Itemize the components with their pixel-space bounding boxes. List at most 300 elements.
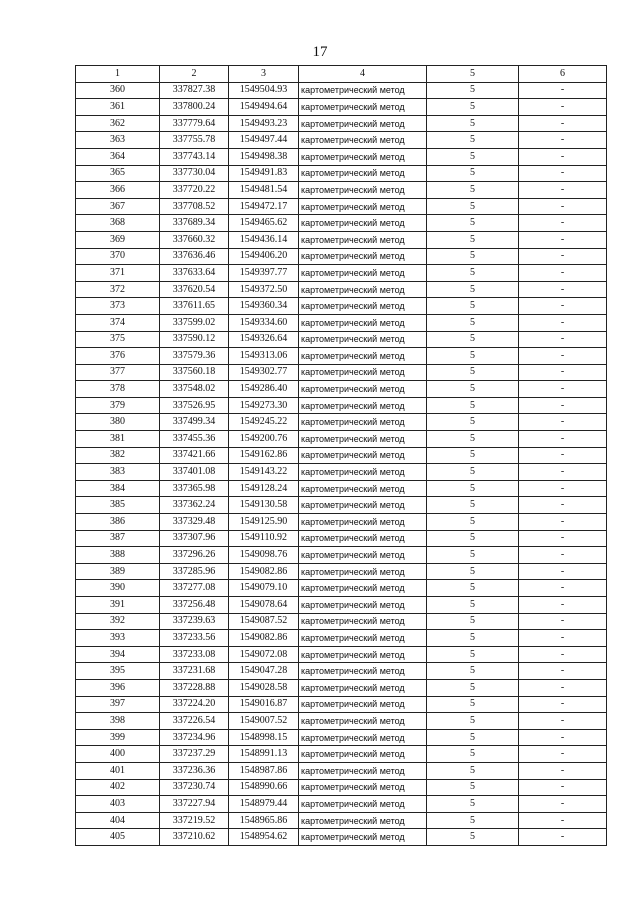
table-row bbox=[76, 447, 607, 464]
point-number-cell: 361 bbox=[76, 99, 160, 116]
y-coordinate-cell: 1548990.66 bbox=[229, 779, 299, 796]
accuracy-cell: 5 bbox=[427, 729, 519, 746]
y-coordinate-cell: 1549273.30 bbox=[229, 397, 299, 414]
y-coordinate-cell: 1549130.58 bbox=[229, 497, 299, 514]
column-header: 5 bbox=[427, 66, 519, 83]
y-coordinate-cell: 1548998.15 bbox=[229, 729, 299, 746]
method-cell: картометрический метод bbox=[299, 696, 427, 713]
point-number-cell: 385 bbox=[76, 497, 160, 514]
method-cell: картометрический метод bbox=[299, 182, 427, 199]
accuracy-cell: 5 bbox=[427, 348, 519, 365]
note-cell: - bbox=[519, 696, 607, 713]
table-row bbox=[76, 563, 607, 580]
table-row bbox=[76, 514, 607, 531]
point-number-cell: 398 bbox=[76, 713, 160, 730]
x-coordinate-cell: 337239.63 bbox=[160, 613, 229, 630]
accuracy-cell: 5 bbox=[427, 829, 519, 846]
note-cell: - bbox=[519, 148, 607, 165]
point-number-cell: 362 bbox=[76, 115, 160, 132]
x-coordinate-cell: 337548.02 bbox=[160, 381, 229, 398]
accuracy-cell: 5 bbox=[427, 613, 519, 630]
point-number-cell: 380 bbox=[76, 414, 160, 431]
table-row bbox=[76, 115, 607, 132]
x-coordinate-cell: 337365.98 bbox=[160, 480, 229, 497]
point-number-cell: 368 bbox=[76, 215, 160, 232]
accuracy-cell: 5 bbox=[427, 298, 519, 315]
accuracy-cell: 5 bbox=[427, 132, 519, 149]
point-number-cell: 360 bbox=[76, 82, 160, 99]
note-cell: - bbox=[519, 630, 607, 647]
accuracy-cell: 5 bbox=[427, 663, 519, 680]
accuracy-cell: 5 bbox=[427, 82, 519, 99]
point-number-cell: 387 bbox=[76, 530, 160, 547]
x-coordinate-cell: 337620.54 bbox=[160, 281, 229, 298]
x-coordinate-cell: 337277.08 bbox=[160, 580, 229, 597]
point-number-cell: 404 bbox=[76, 812, 160, 829]
method-cell: картометрический метод bbox=[299, 248, 427, 265]
method-cell: картометрический метод bbox=[299, 646, 427, 663]
note-cell: - bbox=[519, 829, 607, 846]
accuracy-cell: 5 bbox=[427, 696, 519, 713]
note-cell: - bbox=[519, 182, 607, 199]
method-cell: картометрический метод bbox=[299, 812, 427, 829]
column-header: 2 bbox=[160, 66, 229, 83]
table-row bbox=[76, 480, 607, 497]
y-coordinate-cell: 1549200.76 bbox=[229, 431, 299, 448]
y-coordinate-cell: 1549125.90 bbox=[229, 514, 299, 531]
method-cell: картометрический метод bbox=[299, 414, 427, 431]
column-header: 6 bbox=[519, 66, 607, 83]
method-cell: картометрический метод bbox=[299, 198, 427, 215]
x-coordinate-cell: 337560.18 bbox=[160, 364, 229, 381]
method-cell: картометрический метод bbox=[299, 381, 427, 398]
note-cell: - bbox=[519, 679, 607, 696]
point-number-cell: 372 bbox=[76, 281, 160, 298]
method-cell: картометрический метод bbox=[299, 630, 427, 647]
table-row bbox=[76, 829, 607, 846]
y-coordinate-cell: 1549078.64 bbox=[229, 597, 299, 614]
table-row bbox=[76, 182, 607, 199]
y-coordinate-cell: 1549143.22 bbox=[229, 464, 299, 481]
point-number-cell: 376 bbox=[76, 348, 160, 365]
point-number-cell: 375 bbox=[76, 331, 160, 348]
method-cell: картометрический метод bbox=[299, 165, 427, 182]
y-coordinate-cell: 1549286.40 bbox=[229, 381, 299, 398]
accuracy-cell: 5 bbox=[427, 99, 519, 116]
point-number-cell: 395 bbox=[76, 663, 160, 680]
table-row bbox=[76, 679, 607, 696]
y-coordinate-cell: 1549082.86 bbox=[229, 563, 299, 580]
method-cell: картометрический метод bbox=[299, 148, 427, 165]
table-row bbox=[76, 331, 607, 348]
x-coordinate-cell: 337233.56 bbox=[160, 630, 229, 647]
method-cell: картометрический метод bbox=[299, 431, 427, 448]
point-number-cell: 394 bbox=[76, 646, 160, 663]
note-cell: - bbox=[519, 165, 607, 182]
note-cell: - bbox=[519, 215, 607, 232]
point-number-cell: 392 bbox=[76, 613, 160, 630]
point-number-cell: 379 bbox=[76, 397, 160, 414]
coordinates-table bbox=[75, 65, 607, 846]
method-cell: картометрический метод bbox=[299, 679, 427, 696]
y-coordinate-cell: 1549082.86 bbox=[229, 630, 299, 647]
table-row bbox=[76, 812, 607, 829]
note-cell: - bbox=[519, 464, 607, 481]
x-coordinate-cell: 337228.88 bbox=[160, 679, 229, 696]
note-cell: - bbox=[519, 480, 607, 497]
note-cell: - bbox=[519, 530, 607, 547]
y-coordinate-cell: 1549128.24 bbox=[229, 480, 299, 497]
method-cell: картометрический метод bbox=[299, 99, 427, 116]
y-coordinate-cell: 1549472.17 bbox=[229, 198, 299, 215]
table-row bbox=[76, 82, 607, 99]
note-cell: - bbox=[519, 348, 607, 365]
table-row bbox=[76, 729, 607, 746]
point-number-cell: 397 bbox=[76, 696, 160, 713]
point-number-cell: 378 bbox=[76, 381, 160, 398]
column-header: 3 bbox=[229, 66, 299, 83]
page-number: 17 bbox=[312, 44, 328, 60]
y-coordinate-cell: 1549313.06 bbox=[229, 348, 299, 365]
point-number-cell: 373 bbox=[76, 298, 160, 315]
table-row bbox=[76, 613, 607, 630]
x-coordinate-cell: 337779.64 bbox=[160, 115, 229, 132]
note-cell: - bbox=[519, 82, 607, 99]
point-number-cell: 401 bbox=[76, 762, 160, 779]
accuracy-cell: 5 bbox=[427, 464, 519, 481]
accuracy-cell: 5 bbox=[427, 580, 519, 597]
x-coordinate-cell: 337708.52 bbox=[160, 198, 229, 215]
x-coordinate-cell: 337636.46 bbox=[160, 248, 229, 265]
accuracy-cell: 5 bbox=[427, 182, 519, 199]
accuracy-cell: 5 bbox=[427, 630, 519, 647]
note-cell: - bbox=[519, 514, 607, 531]
point-number-cell: 374 bbox=[76, 314, 160, 331]
method-cell: картометрический метод bbox=[299, 298, 427, 315]
table-row bbox=[76, 414, 607, 431]
table-row bbox=[76, 265, 607, 282]
point-number-cell: 399 bbox=[76, 729, 160, 746]
method-cell: картометрический метод bbox=[299, 265, 427, 282]
table-row bbox=[76, 397, 607, 414]
point-number-cell: 403 bbox=[76, 796, 160, 813]
x-coordinate-cell: 337285.96 bbox=[160, 563, 229, 580]
x-coordinate-cell: 337234.96 bbox=[160, 729, 229, 746]
table-row bbox=[76, 779, 607, 796]
method-cell: картометрический метод bbox=[299, 215, 427, 232]
accuracy-cell: 5 bbox=[427, 115, 519, 132]
point-number-cell: 384 bbox=[76, 480, 160, 497]
note-cell: - bbox=[519, 597, 607, 614]
table-row bbox=[76, 298, 607, 315]
x-coordinate-cell: 337219.52 bbox=[160, 812, 229, 829]
y-coordinate-cell: 1549087.52 bbox=[229, 613, 299, 630]
column-header: 4 bbox=[299, 66, 427, 83]
accuracy-cell: 5 bbox=[427, 779, 519, 796]
method-cell: картометрический метод bbox=[299, 314, 427, 331]
note-cell: - bbox=[519, 331, 607, 348]
x-coordinate-cell: 337237.29 bbox=[160, 746, 229, 763]
x-coordinate-cell: 337421.66 bbox=[160, 447, 229, 464]
y-coordinate-cell: 1549493.23 bbox=[229, 115, 299, 132]
y-coordinate-cell: 1549397.77 bbox=[229, 265, 299, 282]
table-row bbox=[76, 364, 607, 381]
x-coordinate-cell: 337579.36 bbox=[160, 348, 229, 365]
x-coordinate-cell: 337611.65 bbox=[160, 298, 229, 315]
y-coordinate-cell: 1549372.50 bbox=[229, 281, 299, 298]
method-cell: картометрический метод bbox=[299, 464, 427, 481]
y-coordinate-cell: 1549497.44 bbox=[229, 132, 299, 149]
table-row bbox=[76, 497, 607, 514]
method-cell: картометрический метод bbox=[299, 514, 427, 531]
x-coordinate-cell: 337401.08 bbox=[160, 464, 229, 481]
method-cell: картометрический метод bbox=[299, 796, 427, 813]
y-coordinate-cell: 1549334.60 bbox=[229, 314, 299, 331]
x-coordinate-cell: 337526.95 bbox=[160, 397, 229, 414]
accuracy-cell: 5 bbox=[427, 381, 519, 398]
point-number-cell: 382 bbox=[76, 447, 160, 464]
accuracy-cell: 5 bbox=[427, 796, 519, 813]
method-cell: картометрический метод bbox=[299, 580, 427, 597]
x-coordinate-cell: 337226.54 bbox=[160, 713, 229, 730]
table-row bbox=[76, 99, 607, 116]
table-row bbox=[76, 215, 607, 232]
y-coordinate-cell: 1549326.64 bbox=[229, 331, 299, 348]
note-cell: - bbox=[519, 746, 607, 763]
method-cell: картометрический метод bbox=[299, 779, 427, 796]
x-coordinate-cell: 337720.22 bbox=[160, 182, 229, 199]
method-cell: картометрический метод bbox=[299, 547, 427, 564]
x-coordinate-cell: 337307.96 bbox=[160, 530, 229, 547]
table-row bbox=[76, 713, 607, 730]
x-coordinate-cell: 337224.20 bbox=[160, 696, 229, 713]
y-coordinate-cell: 1549028.58 bbox=[229, 679, 299, 696]
method-cell: картометрический метод bbox=[299, 530, 427, 547]
y-coordinate-cell: 1548954.62 bbox=[229, 829, 299, 846]
point-number-cell: 377 bbox=[76, 364, 160, 381]
y-coordinate-cell: 1549016.87 bbox=[229, 696, 299, 713]
y-coordinate-cell: 1549162.86 bbox=[229, 447, 299, 464]
table-row bbox=[76, 165, 607, 182]
point-number-cell: 405 bbox=[76, 829, 160, 846]
accuracy-cell: 5 bbox=[427, 331, 519, 348]
accuracy-cell: 5 bbox=[427, 314, 519, 331]
accuracy-cell: 5 bbox=[427, 215, 519, 232]
accuracy-cell: 5 bbox=[427, 514, 519, 531]
table-row bbox=[76, 381, 607, 398]
y-coordinate-cell: 1549494.64 bbox=[229, 99, 299, 116]
y-coordinate-cell: 1549481.54 bbox=[229, 182, 299, 199]
point-number-cell: 388 bbox=[76, 547, 160, 564]
note-cell: - bbox=[519, 198, 607, 215]
point-number-cell: 371 bbox=[76, 265, 160, 282]
x-coordinate-cell: 337227.94 bbox=[160, 796, 229, 813]
method-cell: картометрический метод bbox=[299, 829, 427, 846]
note-cell: - bbox=[519, 729, 607, 746]
note-cell: - bbox=[519, 497, 607, 514]
y-coordinate-cell: 1549110.92 bbox=[229, 530, 299, 547]
note-cell: - bbox=[519, 314, 607, 331]
note-cell: - bbox=[519, 663, 607, 680]
accuracy-cell: 5 bbox=[427, 597, 519, 614]
x-coordinate-cell: 337499.34 bbox=[160, 414, 229, 431]
table-row bbox=[76, 746, 607, 763]
x-coordinate-cell: 337755.78 bbox=[160, 132, 229, 149]
table-row bbox=[76, 696, 607, 713]
y-coordinate-cell: 1549436.14 bbox=[229, 231, 299, 248]
note-cell: - bbox=[519, 779, 607, 796]
x-coordinate-cell: 337236.36 bbox=[160, 762, 229, 779]
x-coordinate-cell: 337730.04 bbox=[160, 165, 229, 182]
table-row bbox=[76, 646, 607, 663]
note-cell: - bbox=[519, 580, 607, 597]
x-coordinate-cell: 337256.48 bbox=[160, 597, 229, 614]
table-row bbox=[76, 530, 607, 547]
point-number-cell: 396 bbox=[76, 679, 160, 696]
y-coordinate-cell: 1549007.52 bbox=[229, 713, 299, 730]
y-coordinate-cell: 1549072.08 bbox=[229, 646, 299, 663]
note-cell: - bbox=[519, 248, 607, 265]
accuracy-cell: 5 bbox=[427, 397, 519, 414]
y-coordinate-cell: 1549245.22 bbox=[229, 414, 299, 431]
column-header: 1 bbox=[76, 66, 160, 83]
x-coordinate-cell: 337210.62 bbox=[160, 829, 229, 846]
table-row bbox=[76, 580, 607, 597]
x-coordinate-cell: 337660.32 bbox=[160, 231, 229, 248]
point-number-cell: 389 bbox=[76, 563, 160, 580]
note-cell: - bbox=[519, 812, 607, 829]
accuracy-cell: 5 bbox=[427, 248, 519, 265]
y-coordinate-cell: 1549098.76 bbox=[229, 547, 299, 564]
y-coordinate-cell: 1549406.20 bbox=[229, 248, 299, 265]
point-number-cell: 363 bbox=[76, 132, 160, 149]
table-row bbox=[76, 348, 607, 365]
point-number-cell: 393 bbox=[76, 630, 160, 647]
note-cell: - bbox=[519, 563, 607, 580]
accuracy-cell: 5 bbox=[427, 812, 519, 829]
table-row bbox=[76, 431, 607, 448]
y-coordinate-cell: 1548979.44 bbox=[229, 796, 299, 813]
x-coordinate-cell: 337455.36 bbox=[160, 431, 229, 448]
table-row bbox=[76, 630, 607, 647]
point-number-cell: 369 bbox=[76, 231, 160, 248]
method-cell: картометрический метод bbox=[299, 397, 427, 414]
x-coordinate-cell: 337362.24 bbox=[160, 497, 229, 514]
table-row bbox=[76, 148, 607, 165]
x-coordinate-cell: 337230.74 bbox=[160, 779, 229, 796]
note-cell: - bbox=[519, 397, 607, 414]
accuracy-cell: 5 bbox=[427, 646, 519, 663]
accuracy-cell: 5 bbox=[427, 713, 519, 730]
accuracy-cell: 5 bbox=[427, 431, 519, 448]
table-row bbox=[76, 597, 607, 614]
method-cell: картометрический метод bbox=[299, 480, 427, 497]
note-cell: - bbox=[519, 115, 607, 132]
point-number-cell: 365 bbox=[76, 165, 160, 182]
table-row bbox=[76, 796, 607, 813]
table-row bbox=[76, 231, 607, 248]
x-coordinate-cell: 337329.48 bbox=[160, 514, 229, 531]
accuracy-cell: 5 bbox=[427, 547, 519, 564]
note-cell: - bbox=[519, 646, 607, 663]
x-coordinate-cell: 337233.08 bbox=[160, 646, 229, 663]
note-cell: - bbox=[519, 132, 607, 149]
note-cell: - bbox=[519, 381, 607, 398]
table-row bbox=[76, 198, 607, 215]
note-cell: - bbox=[519, 447, 607, 464]
x-coordinate-cell: 337827.38 bbox=[160, 82, 229, 99]
note-cell: - bbox=[519, 298, 607, 315]
y-coordinate-cell: 1549360.34 bbox=[229, 298, 299, 315]
accuracy-cell: 5 bbox=[427, 414, 519, 431]
y-coordinate-cell: 1548991.13 bbox=[229, 746, 299, 763]
table-row bbox=[76, 762, 607, 779]
method-cell: картометрический метод bbox=[299, 762, 427, 779]
accuracy-cell: 5 bbox=[427, 447, 519, 464]
method-cell: картометрический метод bbox=[299, 713, 427, 730]
note-cell: - bbox=[519, 431, 607, 448]
note-cell: - bbox=[519, 762, 607, 779]
method-cell: картометрический метод bbox=[299, 746, 427, 763]
note-cell: - bbox=[519, 796, 607, 813]
point-number-cell: 366 bbox=[76, 182, 160, 199]
y-coordinate-cell: 1549302.77 bbox=[229, 364, 299, 381]
table-row bbox=[76, 132, 607, 149]
table-row bbox=[76, 314, 607, 331]
accuracy-cell: 5 bbox=[427, 497, 519, 514]
table-header-row bbox=[76, 66, 607, 83]
note-cell: - bbox=[519, 231, 607, 248]
method-cell: картометрический метод bbox=[299, 729, 427, 746]
note-cell: - bbox=[519, 414, 607, 431]
accuracy-cell: 5 bbox=[427, 281, 519, 298]
y-coordinate-cell: 1549465.62 bbox=[229, 215, 299, 232]
table-body bbox=[76, 82, 607, 845]
y-coordinate-cell: 1549504.93 bbox=[229, 82, 299, 99]
point-number-cell: 391 bbox=[76, 597, 160, 614]
x-coordinate-cell: 337590.12 bbox=[160, 331, 229, 348]
point-number-cell: 364 bbox=[76, 148, 160, 165]
note-cell: - bbox=[519, 281, 607, 298]
x-coordinate-cell: 337296.26 bbox=[160, 547, 229, 564]
method-cell: картометрический метод bbox=[299, 613, 427, 630]
point-number-cell: 383 bbox=[76, 464, 160, 481]
method-cell: картометрический метод bbox=[299, 663, 427, 680]
accuracy-cell: 5 bbox=[427, 480, 519, 497]
y-coordinate-cell: 1549491.83 bbox=[229, 165, 299, 182]
accuracy-cell: 5 bbox=[427, 148, 519, 165]
y-coordinate-cell: 1548987.86 bbox=[229, 762, 299, 779]
accuracy-cell: 5 bbox=[427, 165, 519, 182]
y-coordinate-cell: 1549047.28 bbox=[229, 663, 299, 680]
x-coordinate-cell: 337743.14 bbox=[160, 148, 229, 165]
accuracy-cell: 5 bbox=[427, 563, 519, 580]
point-number-cell: 400 bbox=[76, 746, 160, 763]
method-cell: картометрический метод bbox=[299, 132, 427, 149]
method-cell: картометрический метод bbox=[299, 231, 427, 248]
point-number-cell: 390 bbox=[76, 580, 160, 597]
method-cell: картометрический метод bbox=[299, 348, 427, 365]
accuracy-cell: 5 bbox=[427, 530, 519, 547]
note-cell: - bbox=[519, 99, 607, 116]
x-coordinate-cell: 337689.34 bbox=[160, 215, 229, 232]
accuracy-cell: 5 bbox=[427, 265, 519, 282]
point-number-cell: 370 bbox=[76, 248, 160, 265]
x-coordinate-cell: 337800.24 bbox=[160, 99, 229, 116]
table-row bbox=[76, 547, 607, 564]
y-coordinate-cell: 1549079.10 bbox=[229, 580, 299, 597]
method-cell: картометрический метод bbox=[299, 563, 427, 580]
